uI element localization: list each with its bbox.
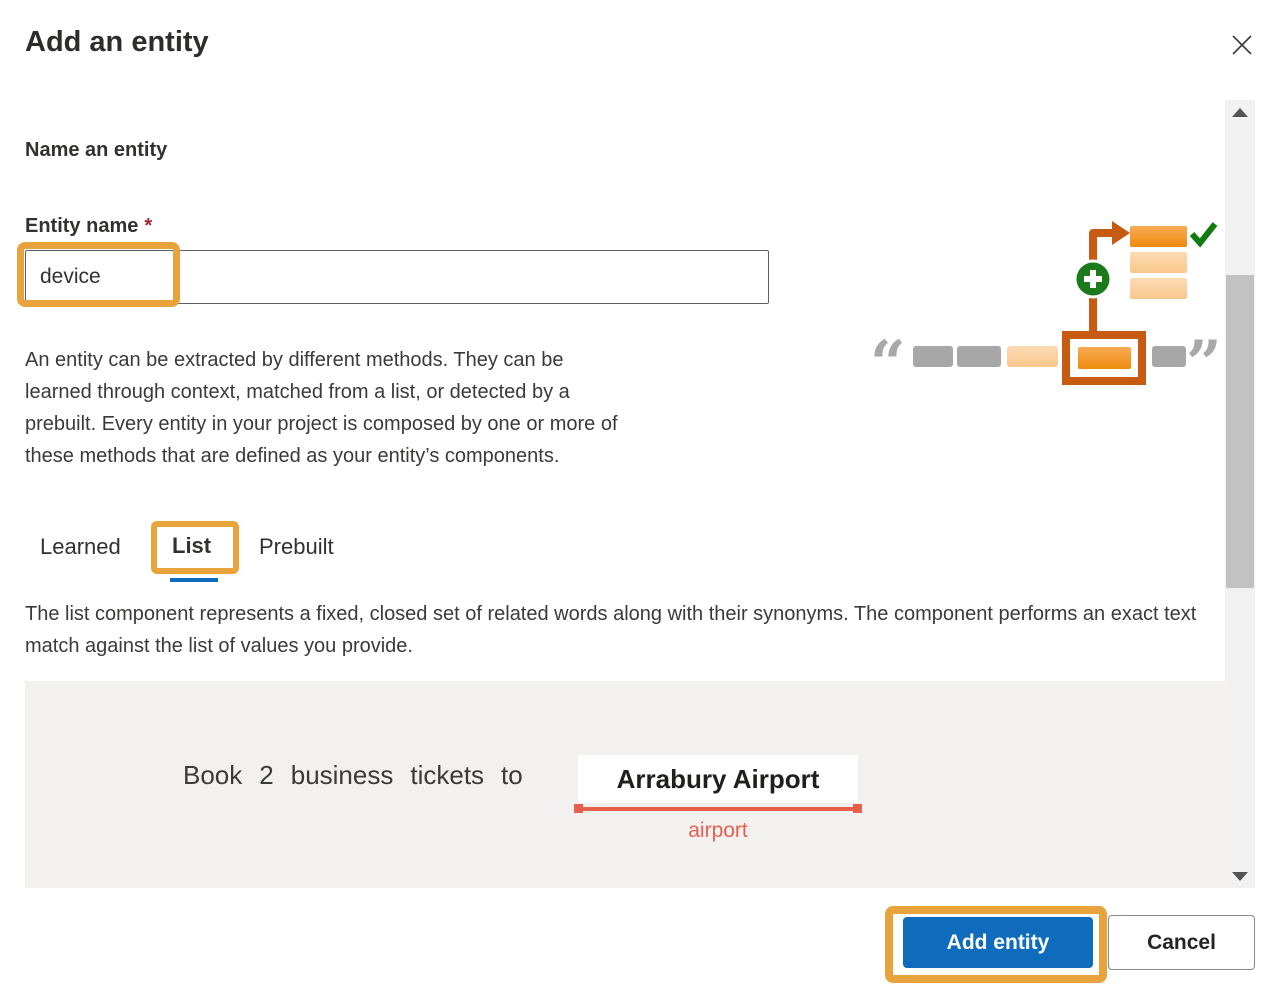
scroll-down-arrow-icon (1232, 872, 1248, 881)
add-entity-button[interactable]: Add entity (903, 917, 1093, 968)
close-quote-icon: ” (1186, 326, 1222, 390)
page-title: Add an entity (25, 26, 209, 58)
cancel-button[interactable]: Cancel (1108, 915, 1255, 970)
example-token: business (290, 760, 394, 790)
entity-name-label: Entity name * (25, 215, 153, 237)
scroll-up-arrow-icon (1232, 108, 1248, 117)
tab-learned[interactable]: Learned (40, 534, 121, 559)
tab-prebuilt[interactable]: Prebuilt (259, 534, 334, 559)
entity-components-illustration (858, 200, 1228, 395)
open-quote-icon: “ (870, 326, 906, 390)
vertical-scrollbar[interactable] (1225, 100, 1255, 888)
entity-value-chip: Arrabury Airport (578, 755, 858, 803)
example-token: 2 (259, 760, 274, 790)
tab-list[interactable]: List (172, 533, 212, 558)
example-tokens (183, 760, 523, 791)
section-heading: Name an entity (25, 139, 168, 161)
selected-tab-underline (170, 578, 218, 582)
example-token: Book (183, 760, 243, 790)
scrollbar-thumb[interactable] (1226, 275, 1254, 588)
entity-description: An entity can be extracted by different methods. They can be learned through context, matched from a list, or detected by a prebuilt. Every entity in your project is composed by one or more of these methods that are defined as your entity’s components. (25, 349, 618, 467)
entity-type-label: airport (688, 819, 748, 842)
entity-name-input[interactable] (25, 250, 769, 304)
scroll-up-button[interactable] (1225, 102, 1255, 122)
required-asterisk: * (144, 215, 153, 237)
example-token: to (501, 760, 523, 790)
scroll-down-button[interactable] (1225, 866, 1255, 886)
close-button[interactable] (1226, 30, 1258, 62)
close-icon (1230, 33, 1254, 60)
example-utterance-panel (25, 681, 1255, 888)
arrow-right-icon (1112, 221, 1130, 245)
list-component-description: The list component represents a fixed, closed set of related words along with their synonyms. The component performs an exact text match against the list of values you provide. (25, 603, 1197, 657)
entity-highlight-underline (578, 807, 858, 811)
checkmark-icon (1192, 224, 1215, 243)
example-token: tickets (410, 760, 485, 790)
